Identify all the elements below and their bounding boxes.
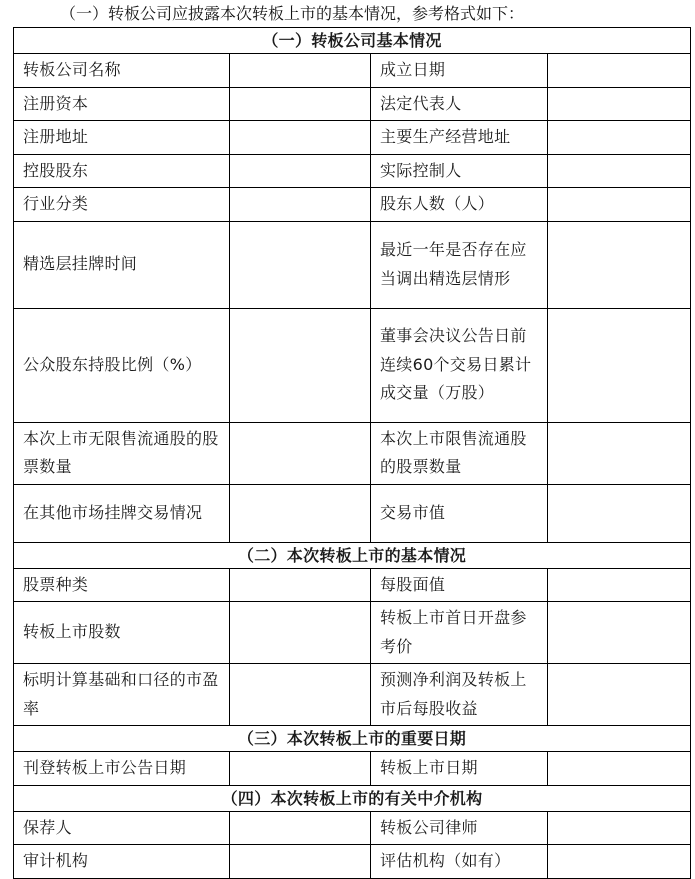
field-label: 转板上市首日开盘参考价	[371, 602, 548, 664]
field-value-cell	[548, 568, 691, 602]
section-title: （三）本次转板上市的重要日期	[14, 726, 691, 752]
field-label: 标明计算基础和口径的市盈率	[14, 664, 230, 726]
table-row	[14, 845, 691, 879]
field-value-cell	[230, 602, 371, 664]
field-label: 注册地址	[14, 121, 230, 155]
field-label: 评估机构（如有）	[371, 845, 548, 879]
table-row	[14, 422, 691, 484]
field-value-cell	[548, 121, 691, 155]
field-label: 转板公司律师	[371, 811, 548, 845]
field-label: 每股面值	[371, 568, 548, 602]
table-row	[14, 811, 691, 845]
field-label: 控股股东	[14, 154, 230, 188]
field-value-cell	[548, 811, 691, 845]
field-label: 注册资本	[14, 87, 230, 121]
field-label: 公众股东持股比例（%）	[14, 308, 230, 422]
table-row	[14, 568, 691, 602]
table-row	[14, 221, 691, 308]
field-value-cell	[230, 752, 371, 786]
field-value-cell	[548, 664, 691, 726]
field-label: 董事会决议公告日前连续60个交易日累计成交量（万股）	[371, 308, 548, 422]
field-label: 本次上市限售流通股的股票数量	[371, 422, 548, 484]
field-label: 最近一年是否存在应当调出精选层情形	[371, 221, 548, 308]
section-title: （四）本次转板上市的有关中介机构	[14, 785, 691, 811]
section-header-row	[14, 726, 691, 752]
field-value-cell	[230, 121, 371, 155]
table-row	[14, 154, 691, 188]
field-value-cell	[548, 484, 691, 542]
field-value-cell	[548, 308, 691, 422]
field-label: 主要生产经营地址	[371, 121, 548, 155]
field-value-cell	[230, 422, 371, 484]
table-row	[14, 484, 691, 542]
table-row	[14, 54, 691, 88]
field-label: 在其他市场挂牌交易情况	[14, 484, 230, 542]
field-value-cell	[230, 845, 371, 879]
section-title: （一）转板公司基本情况	[14, 28, 691, 54]
field-label: 交易市值	[371, 484, 548, 542]
field-label: 精选层挂牌时间	[14, 221, 230, 308]
field-value-cell	[230, 664, 371, 726]
field-value-cell	[548, 54, 691, 88]
field-value-cell	[230, 87, 371, 121]
section-header-row	[14, 28, 691, 54]
info-table	[13, 27, 691, 879]
field-value-cell	[230, 154, 371, 188]
field-label: 成立日期	[371, 54, 548, 88]
field-value-cell	[230, 221, 371, 308]
table-row	[14, 752, 691, 786]
section-header-row	[14, 542, 691, 568]
table-row	[14, 602, 691, 664]
field-value-cell	[548, 845, 691, 879]
field-value-cell	[230, 308, 371, 422]
field-label: 行业分类	[14, 188, 230, 222]
field-value-cell	[548, 602, 691, 664]
field-value-cell	[548, 221, 691, 308]
section-title: （二）本次转板上市的基本情况	[14, 542, 691, 568]
field-label: 转板上市股数	[14, 602, 230, 664]
field-label: 转板公司名称	[14, 54, 230, 88]
field-value-cell	[230, 188, 371, 222]
field-label: 审计机构	[14, 845, 230, 879]
field-value-cell	[230, 568, 371, 602]
field-value-cell	[548, 154, 691, 188]
field-value-cell	[548, 422, 691, 484]
table-row	[14, 87, 691, 121]
section-header-row	[14, 785, 691, 811]
field-label: 实际控制人	[371, 154, 548, 188]
field-label: 本次上市无限售流通股的股票数量	[14, 422, 230, 484]
field-label: 预测净利润及转板上市后每股收益	[371, 664, 548, 726]
field-value-cell	[548, 87, 691, 121]
field-value-cell	[548, 188, 691, 222]
table-row	[14, 121, 691, 155]
field-label: 转板上市日期	[371, 752, 548, 786]
field-label: 刊登转板上市公告日期	[14, 752, 230, 786]
intro-text: （一）转板公司应披露本次转板上市的基本情况，参考格式如下：	[60, 4, 525, 23]
field-value-cell	[230, 54, 371, 88]
field-label: 保荐人	[14, 811, 230, 845]
table-row	[14, 188, 691, 222]
field-label: 法定代表人	[371, 87, 548, 121]
field-label: 股票种类	[14, 568, 230, 602]
field-label: 股东人数（人）	[371, 188, 548, 222]
field-value-cell	[548, 752, 691, 786]
field-value-cell	[230, 484, 371, 542]
field-value-cell	[230, 811, 371, 845]
table-row	[14, 664, 691, 726]
table-row	[14, 308, 691, 422]
